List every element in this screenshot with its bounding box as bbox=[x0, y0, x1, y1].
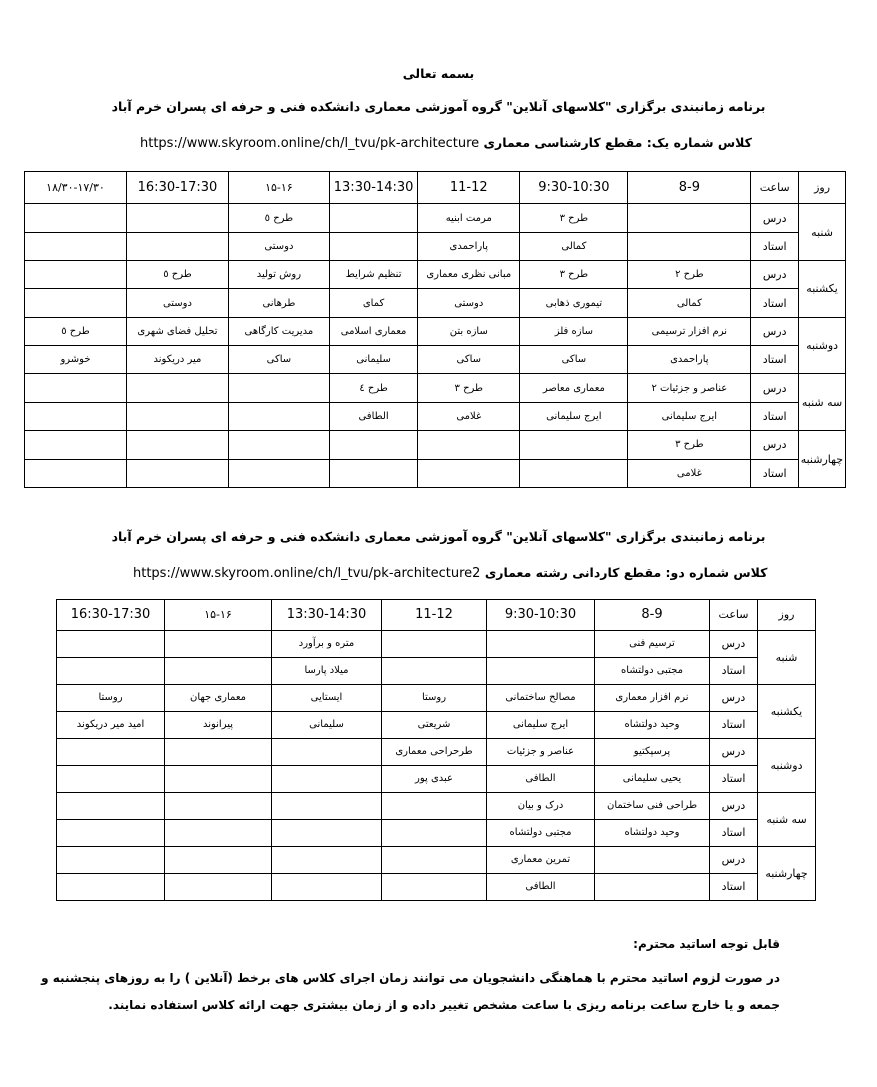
time-slot-header: 13:30-14:30 bbox=[329, 172, 417, 204]
teacher-row bbox=[25, 459, 846, 488]
course-cell bbox=[272, 846, 382, 873]
course-cell: طرح ٥ bbox=[228, 204, 329, 232]
course-cell: طرح ۳ bbox=[520, 261, 628, 289]
time-header: ساعت bbox=[751, 172, 799, 204]
row-kind-label: درس bbox=[710, 738, 758, 765]
row-kind-label: درس bbox=[751, 431, 799, 459]
course-cell bbox=[228, 431, 329, 459]
course-row bbox=[25, 431, 846, 459]
teacher-cell: ایرج سلیمانی bbox=[487, 711, 595, 738]
teacher-cell: کمای bbox=[329, 289, 417, 317]
course-cell: طرح ۳ bbox=[628, 431, 751, 459]
course-cell: مدیریت کارگاهی bbox=[228, 317, 329, 345]
teacher-row bbox=[57, 711, 816, 738]
course-cell: ترسیم فنی bbox=[595, 630, 710, 657]
course-cell bbox=[165, 738, 272, 765]
teacher-cell: دوستی bbox=[228, 232, 329, 260]
course-cell: مبانی نظری معماری bbox=[418, 261, 520, 289]
course-cell: پرسپکتیو bbox=[595, 738, 710, 765]
teacher-cell: تیموری ذهابی bbox=[520, 289, 628, 317]
course-cell bbox=[57, 630, 165, 657]
header-row bbox=[25, 172, 846, 204]
teacher-cell bbox=[272, 819, 382, 846]
time-slot-header: 8-9 bbox=[595, 600, 710, 631]
course-cell: معماری اسلامی bbox=[329, 317, 417, 345]
course-cell bbox=[329, 431, 417, 459]
course-cell bbox=[25, 261, 127, 289]
time-slot-header: ۱۸/۳۰-۱۷/۳۰ bbox=[25, 172, 127, 204]
teacher-cell: مجتبی دولتشاه bbox=[487, 819, 595, 846]
day-label: یکشنبه bbox=[758, 684, 816, 738]
row-kind-label: درس bbox=[710, 630, 758, 657]
schedule-table-1 bbox=[24, 171, 846, 488]
row-kind-label: درس bbox=[710, 792, 758, 819]
course-cell bbox=[382, 630, 487, 657]
teacher-cell bbox=[57, 657, 165, 684]
class-1-label: کلاس شماره یک: مقطع کارشناسی معماری bbox=[483, 135, 752, 150]
row-kind-label: استاد bbox=[710, 711, 758, 738]
course-cell: طرح ٥ bbox=[25, 317, 127, 345]
class-2-line bbox=[133, 565, 767, 581]
course-row bbox=[57, 684, 816, 711]
course-row bbox=[57, 630, 816, 657]
note-line-2: جمعه و یا خارج ساعت برنامه ریزی با ساعت مشخص تغییر داده و از زمان بیشتری جهت ارائه کلاس استفاده نمایند. bbox=[108, 998, 780, 1012]
teacher-cell: کمالی bbox=[520, 232, 628, 260]
teacher-cell: کمالی bbox=[628, 289, 751, 317]
course-cell: معماری معاصر bbox=[520, 374, 628, 402]
day-label: دوشنبه bbox=[799, 317, 846, 374]
teacher-cell: الطافی bbox=[329, 402, 417, 430]
course-cell: تنظیم شرایط bbox=[329, 261, 417, 289]
teacher-cell: الطافی bbox=[487, 765, 595, 792]
time-slot-header: 8-9 bbox=[628, 172, 751, 204]
teacher-cell: ایرج سلیمانی bbox=[520, 402, 628, 430]
schedule-table-2 bbox=[56, 599, 816, 901]
time-slot-header: ۱۵-۱۶ bbox=[165, 600, 272, 631]
teacher-row bbox=[25, 346, 846, 374]
course-cell: طرح ٥ bbox=[126, 261, 228, 289]
teacher-cell bbox=[329, 232, 417, 260]
course-cell: نرم افزار ترسیمی bbox=[628, 317, 751, 345]
teacher-cell: مجتبی دولتشاه bbox=[595, 657, 710, 684]
course-cell bbox=[382, 846, 487, 873]
course-cell bbox=[57, 846, 165, 873]
teacher-cell bbox=[418, 459, 520, 488]
course-cell bbox=[228, 374, 329, 402]
teacher-cell: ایرج سلیمانی bbox=[628, 402, 751, 430]
time-slot-header: 16:30-17:30 bbox=[126, 172, 228, 204]
course-cell bbox=[126, 374, 228, 402]
teacher-cell bbox=[595, 873, 710, 900]
course-cell: تمرین معماری bbox=[487, 846, 595, 873]
course-cell: طرح ۳ bbox=[520, 204, 628, 232]
course-row bbox=[25, 374, 846, 402]
row-kind-label: استاد bbox=[751, 289, 799, 317]
row-kind-label: استاد bbox=[751, 232, 799, 260]
teacher-cell: پاراحمدی bbox=[628, 346, 751, 374]
teacher-cell bbox=[272, 765, 382, 792]
teacher-cell bbox=[165, 765, 272, 792]
course-cell bbox=[382, 792, 487, 819]
course-cell bbox=[126, 431, 228, 459]
row-kind-label: درس bbox=[710, 684, 758, 711]
teacher-cell bbox=[520, 459, 628, 488]
course-cell bbox=[57, 738, 165, 765]
time-slot-header: 9:30-10:30 bbox=[487, 600, 595, 631]
course-cell: ایستایی bbox=[272, 684, 382, 711]
row-kind-label: درس bbox=[751, 317, 799, 345]
teacher-cell bbox=[272, 873, 382, 900]
course-cell: مرمت ابنیه bbox=[418, 204, 520, 232]
teacher-cell bbox=[57, 765, 165, 792]
teacher-cell: عبدی پور bbox=[382, 765, 487, 792]
class-1-url[interactable]: https://www.skyroom.online/ch/l_tvu/pk-architecture bbox=[140, 136, 480, 151]
course-cell bbox=[595, 846, 710, 873]
teacher-cell: میلاد پارسا bbox=[272, 657, 382, 684]
teacher-cell: امید میر دریکوند bbox=[57, 711, 165, 738]
class-2-label: کلاس شماره دو: مقطع کاردانی رشته معماری bbox=[484, 565, 768, 580]
course-cell bbox=[25, 374, 127, 402]
teacher-cell bbox=[25, 402, 127, 430]
course-cell bbox=[272, 792, 382, 819]
teacher-cell: شریعتی bbox=[382, 711, 487, 738]
row-kind-label: استاد bbox=[710, 819, 758, 846]
teacher-cell bbox=[25, 289, 127, 317]
course-cell: طرحراحی معماری bbox=[382, 738, 487, 765]
teacher-cell bbox=[57, 819, 165, 846]
course-cell: طرح ۳ bbox=[418, 374, 520, 402]
teacher-cell bbox=[487, 657, 595, 684]
course-row bbox=[25, 261, 846, 289]
teacher-cell: پاراحمدی bbox=[418, 232, 520, 260]
time-slot-header: 13:30-14:30 bbox=[272, 600, 382, 631]
course-cell: طرح ۲ bbox=[628, 261, 751, 289]
day-label: شنبه bbox=[799, 204, 846, 261]
course-cell bbox=[165, 792, 272, 819]
course-cell bbox=[25, 431, 127, 459]
time-slot-header: 16:30-17:30 bbox=[57, 600, 165, 631]
time-slot-header: 9:30-10:30 bbox=[520, 172, 628, 204]
course-cell: سازه فلز bbox=[520, 317, 628, 345]
course-cell bbox=[165, 630, 272, 657]
teacher-cell bbox=[165, 657, 272, 684]
course-cell: طرح ٤ bbox=[329, 374, 417, 402]
teacher-cell: غلامی bbox=[628, 459, 751, 488]
teacher-cell: سلیمانی bbox=[329, 346, 417, 374]
teacher-cell bbox=[25, 459, 127, 488]
teacher-cell: الطافی bbox=[487, 873, 595, 900]
teacher-row bbox=[57, 819, 816, 846]
course-cell bbox=[628, 204, 751, 232]
teacher-row bbox=[57, 657, 816, 684]
teacher-cell: خوشرو bbox=[25, 346, 127, 374]
teacher-cell bbox=[628, 232, 751, 260]
row-kind-label: استاد bbox=[751, 459, 799, 488]
row-kind-label: درس bbox=[710, 846, 758, 873]
teacher-cell bbox=[126, 402, 228, 430]
teacher-cell bbox=[382, 819, 487, 846]
header-row bbox=[57, 600, 816, 631]
teacher-row bbox=[57, 873, 816, 900]
teacher-cell: وحید دولتشاه bbox=[595, 819, 710, 846]
day-label: چهارشنبه bbox=[799, 431, 846, 488]
class-2-url[interactable]: https://www.skyroom.online/ch/l_tvu/pk-architecture2 bbox=[133, 566, 481, 581]
teacher-cell: وحید دولتشاه bbox=[595, 711, 710, 738]
course-cell bbox=[272, 738, 382, 765]
row-kind-label: استاد bbox=[751, 402, 799, 430]
teacher-row bbox=[25, 402, 846, 430]
day-label: شنبه bbox=[758, 630, 816, 684]
day-header: روز bbox=[758, 600, 816, 631]
day-label: یکشنبه bbox=[799, 261, 846, 318]
teacher-cell bbox=[126, 459, 228, 488]
teacher-cell bbox=[126, 232, 228, 260]
row-kind-label: درس bbox=[751, 374, 799, 402]
course-row bbox=[57, 846, 816, 873]
course-cell bbox=[126, 204, 228, 232]
teacher-cell bbox=[57, 873, 165, 900]
time-header: ساعت bbox=[710, 600, 758, 631]
teacher-row bbox=[25, 232, 846, 260]
teacher-cell bbox=[382, 657, 487, 684]
course-cell bbox=[487, 630, 595, 657]
teacher-row bbox=[25, 289, 846, 317]
course-cell bbox=[57, 792, 165, 819]
day-label: دوشنبه bbox=[758, 738, 816, 792]
teacher-cell: پیرانوند bbox=[165, 711, 272, 738]
day-label: سه شنبه bbox=[758, 792, 816, 846]
time-slot-header: 11-12 bbox=[418, 172, 520, 204]
course-cell bbox=[165, 846, 272, 873]
course-cell: روستا bbox=[57, 684, 165, 711]
teacher-cell bbox=[228, 459, 329, 488]
schedule-title-2: برنامه زمانبندی برگزاری "کلاسهای آنلاین" گروه آموزشی معماری دانشکده فنی و حرفه ای پسران خرم آباد bbox=[111, 529, 766, 544]
teacher-cell: یحیی سلیمانی bbox=[595, 765, 710, 792]
course-row bbox=[57, 738, 816, 765]
bismillah: بسمه تعالی bbox=[402, 66, 475, 81]
course-cell: نرم افزار معماری bbox=[595, 684, 710, 711]
row-kind-label: استاد bbox=[710, 657, 758, 684]
course-row bbox=[57, 792, 816, 819]
day-header: روز bbox=[799, 172, 846, 204]
row-kind-label: استاد bbox=[751, 346, 799, 374]
schedule-title-1: برنامه زمانبندی برگزاری "کلاسهای آنلاین" گروه آموزشی معماری دانشکده فنی و حرفه ای پسران خرم آباد bbox=[111, 99, 766, 114]
course-cell: مصالح ساختمانی bbox=[487, 684, 595, 711]
course-cell: متره و برآورد bbox=[272, 630, 382, 657]
course-cell bbox=[520, 431, 628, 459]
teacher-cell bbox=[25, 232, 127, 260]
teacher-cell: میر دریکوند bbox=[126, 346, 228, 374]
teacher-cell bbox=[165, 873, 272, 900]
teacher-cell bbox=[228, 402, 329, 430]
teacher-cell: ساکی bbox=[228, 346, 329, 374]
teacher-cell: سلیمانی bbox=[272, 711, 382, 738]
time-slot-header: ۱۵-۱۶ bbox=[228, 172, 329, 204]
row-kind-label: درس bbox=[751, 204, 799, 232]
teacher-cell bbox=[382, 873, 487, 900]
course-row bbox=[25, 204, 846, 232]
course-cell: عناصر و جزئیات bbox=[487, 738, 595, 765]
teacher-cell: ساکی bbox=[418, 346, 520, 374]
course-cell: طراحی فنی ساختمان bbox=[595, 792, 710, 819]
note-line-1: در صورت لزوم اساتید محترم با هماهنگی دانشجویان می توانند زمان اجرای کلاس های برخط (آنلاین ) را به روزهای پنجشنبه و bbox=[41, 971, 780, 985]
course-row bbox=[25, 317, 846, 345]
course-cell bbox=[329, 204, 417, 232]
teacher-row bbox=[57, 765, 816, 792]
course-cell: سازه بتن bbox=[418, 317, 520, 345]
teacher-cell bbox=[329, 459, 417, 488]
row-kind-label: استاد bbox=[710, 873, 758, 900]
teacher-cell bbox=[165, 819, 272, 846]
course-cell: معماری جهان bbox=[165, 684, 272, 711]
teacher-cell: غلامی bbox=[418, 402, 520, 430]
course-cell: عناصر و جزئیات ۲ bbox=[628, 374, 751, 402]
course-cell: روش تولید bbox=[228, 261, 329, 289]
class-1-line bbox=[140, 135, 752, 151]
course-cell: تحلیل فضای شهری bbox=[126, 317, 228, 345]
row-kind-label: استاد bbox=[710, 765, 758, 792]
course-cell bbox=[25, 204, 127, 232]
note-heading: قابل توجه اساتید محترم: bbox=[633, 937, 780, 951]
course-cell: روستا bbox=[382, 684, 487, 711]
teacher-cell: ساکی bbox=[520, 346, 628, 374]
row-kind-label: درس bbox=[751, 261, 799, 289]
time-slot-header: 11-12 bbox=[382, 600, 487, 631]
day-label: چهارشنبه bbox=[758, 846, 816, 900]
day-label: سه شنبه bbox=[799, 374, 846, 431]
teacher-cell: دوستی bbox=[418, 289, 520, 317]
teacher-cell: دوستی bbox=[126, 289, 228, 317]
teacher-cell: طرهانی bbox=[228, 289, 329, 317]
course-cell: درک و بیان bbox=[487, 792, 595, 819]
course-cell bbox=[418, 431, 520, 459]
